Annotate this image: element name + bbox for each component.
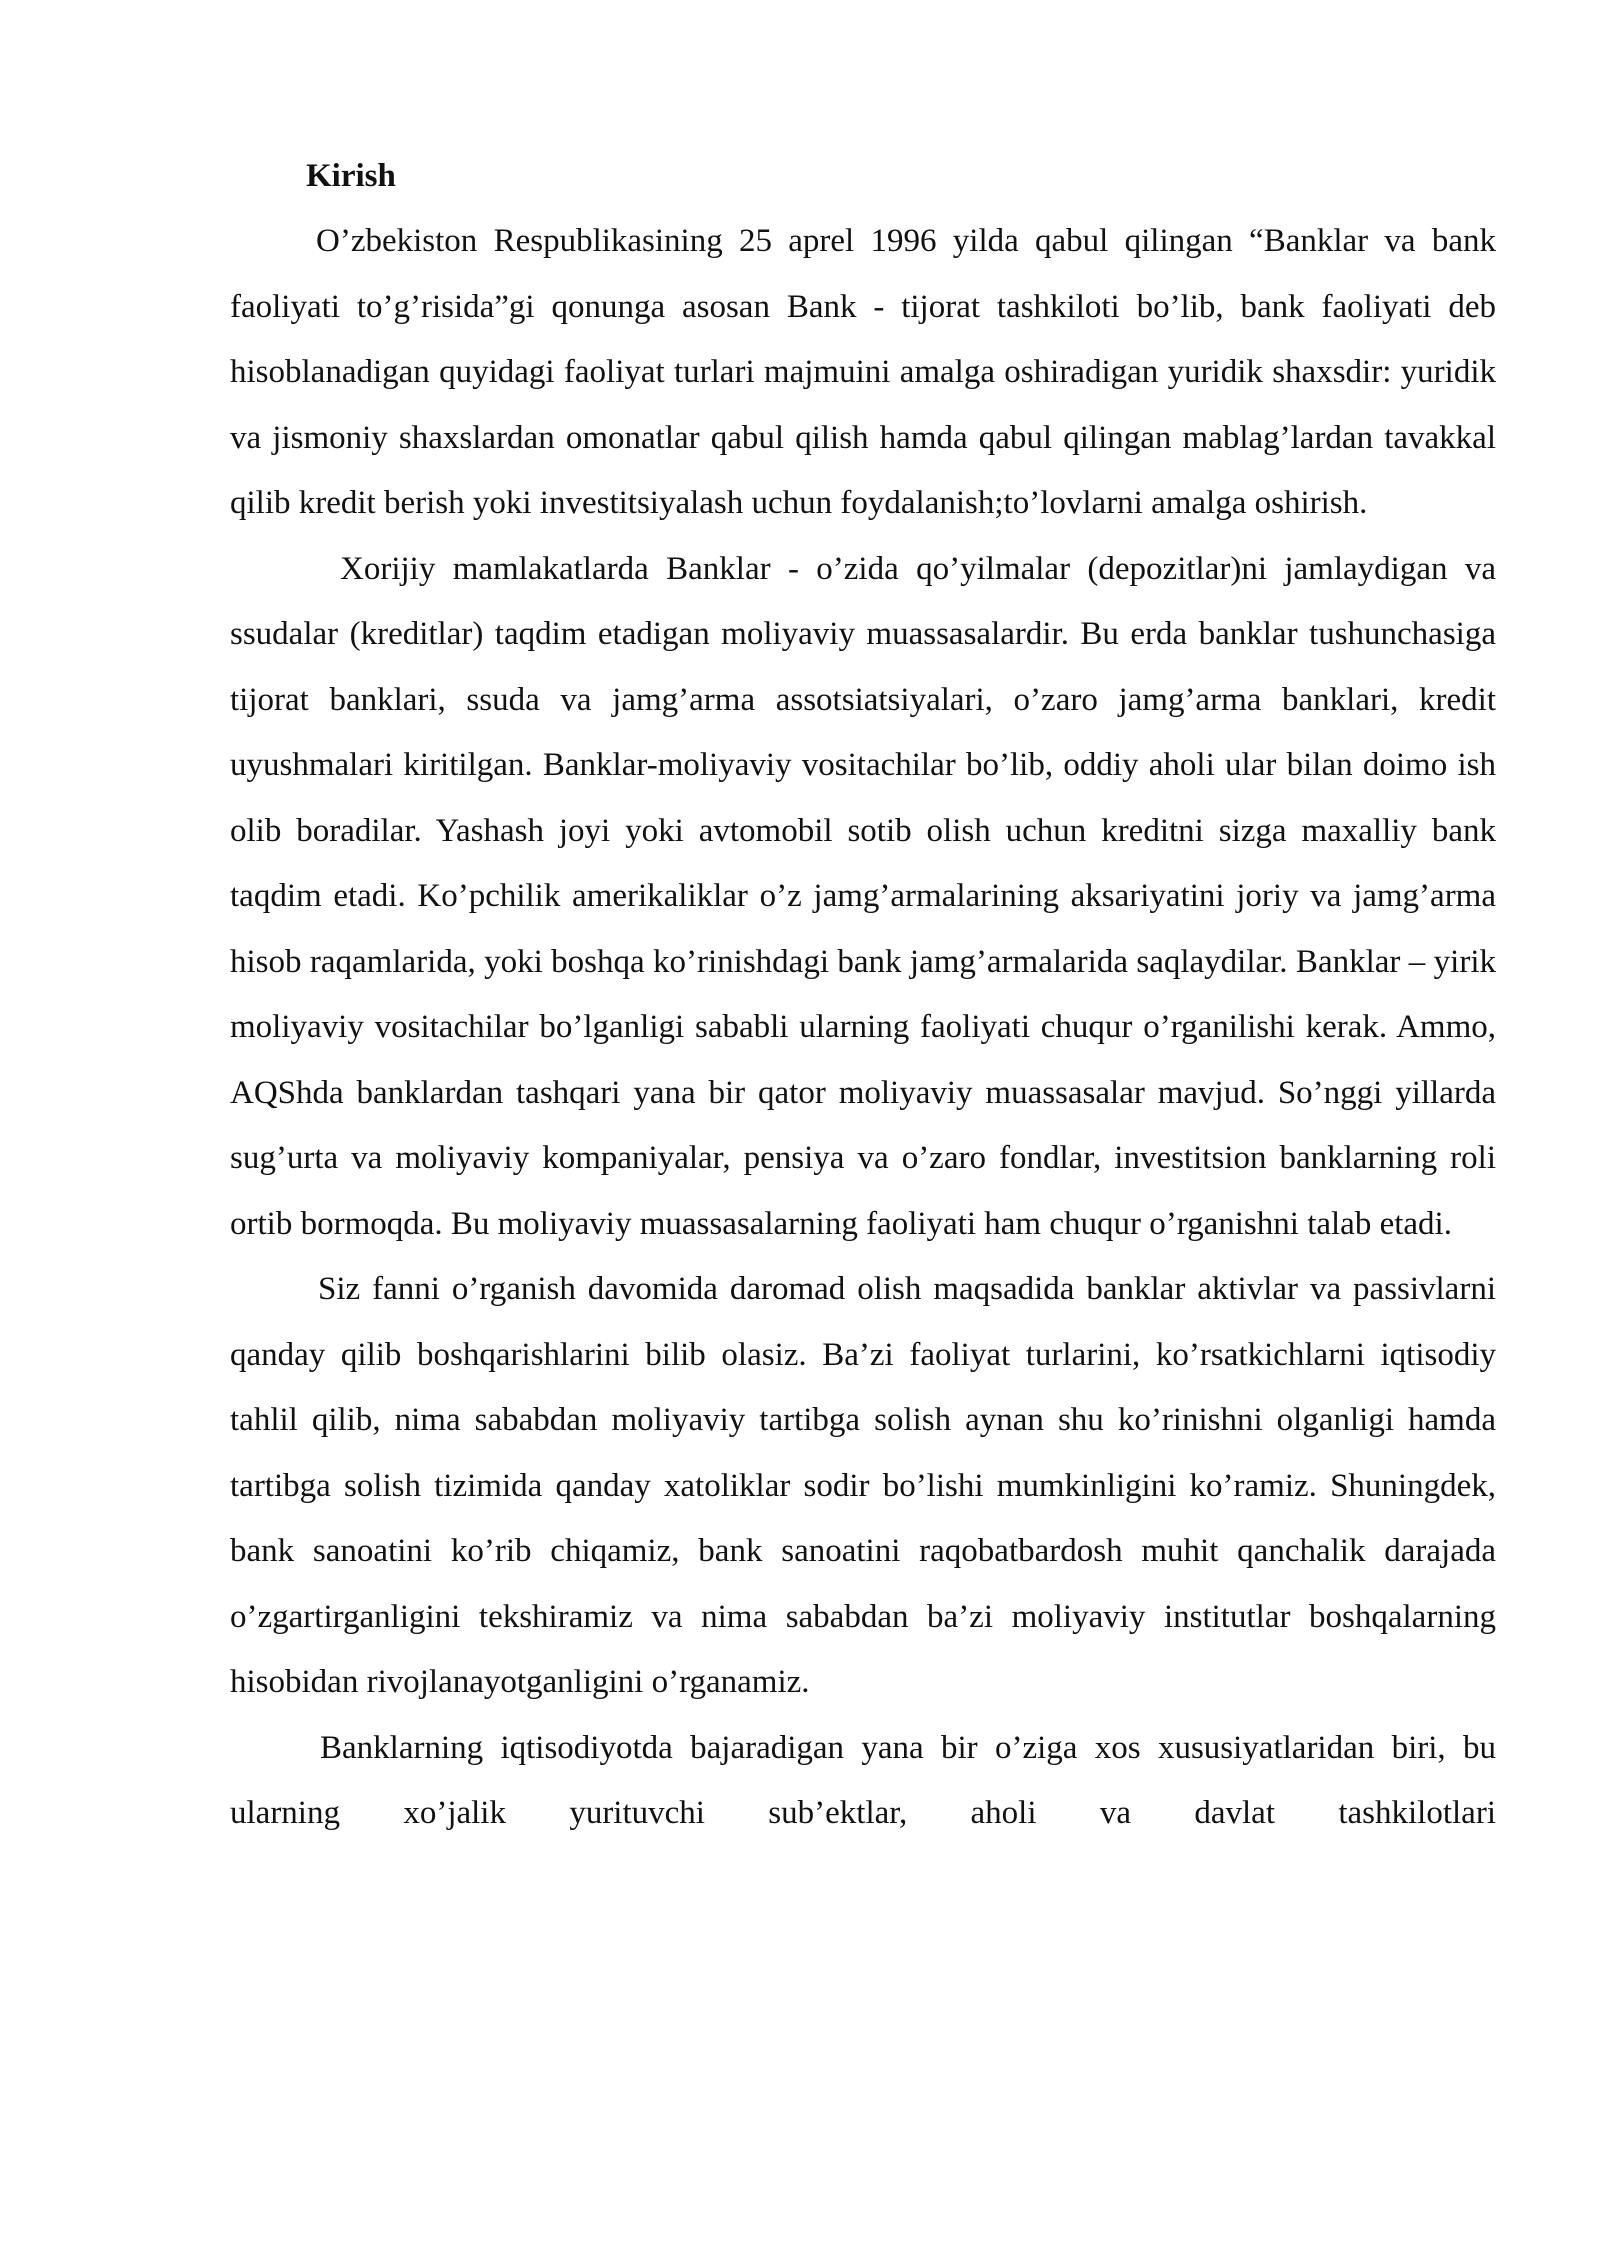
- section-heading: Kirish: [306, 158, 396, 194]
- paragraph-3: Siz fanni o’rganish davomida daromad olish maqsadida banklar aktivlar va passivlarni qanday qilib boshqarishlarini bilib olasiz. Ba’zi faoliyat turlarini, ko’rsatkichlarni iqtisodiy tahlil qilib, nima sababdan moliyaviy tartibga solish aynan shu ko’rinishni olganligi hamda tartibga solish tizimida qanday xatoliklar sodir bo’lishi mumkinligini ko’ramiz. Shuningdek, bank sanoatini ko’rib chiqamiz, bank sanoatini raqobatbardosh muhit qanchalik darajada o’zgartirganligini tekshiramiz va nima sababdan ba’zi moliyaviy institutlar boshqalarning hisobidan rivojlanayotganligini o’rganamiz.: [230, 1271, 1496, 1700]
- paragraph-1: O’zbekiston Respublikasining 25 aprel 1996 yilda qabul qilingan “Banklar va bank faoliyati to’g’risida”gi qonunga asosan Bank - tijorat tashkiloti bo’lib, bank faoliyati deb hisoblanadigan quyidagi faoliyat turlari majmuini amalga oshiradigan yuridik shaxsdir: yuridik va jismoniy shaxslardan omonatlar qabul qilish hamda qabul qilingan mablag’lardan tavakkal qilib kredit berish yoki investitsiyalash uchun foydalanish;to’lovlarni amalga oshirish.: [230, 223, 1496, 521]
- paragraph-4: Banklarning iqtisodiyotda bajaradigan yana bir o’ziga xos xususiyatlaridan biri, bu ularning xo’jalik yurituvchi sub’ektlar, aholi va davlat tashkilotlari: [230, 1729, 1496, 1831]
- document-body: [230, 148, 1496, 1847]
- paragraph-2: Xorijiy mamlakatlarda Banklar - o’zida qo’yilmalar (depozitlar)ni jamlaydigan va ssudalar (kreditlar) taqdim etadigan moliyaviy muassasalardir. Bu erda banklar tushunchasiga tijorat banklari, ssuda va jamg’arma assotsiatsiyalari, o’zaro jamg’arma banklari, kredit uyushmalari kiritilgan. Banklar-moliyaviy vositachilar bo’lib, oddiy aholi ular bilan doimo ish olib boradilar. Yashash joyi yoki avtomobil sotib olish uchun kreditni sizga maxalliy bank taqdim etadi. Ko’pchilik amerikaliklar o’z jamg’armalarining aksariyatini joriy va jamg’arma hisob raqamlarida, yoki boshqa ko’rinishdagi bank jamg’armalarida saqlaydilar. Banklar – yirik moliyaviy vositachilar bo’lganligi sababli ularning faoliyati chuqur o’rganilishi kerak. Ammo, AQShda banklardan tashqari yana bir qator moliyaviy muassasalar mavjud. So’nggi yillarda sug’urta va moliyaviy kompaniyalar, pensiya va o’zaro fondlar, investitsion banklarning roli ortib bormoqda. Bu moliyaviy muassasalarning faoliyati ham chuqur o’rganishni talab etadi.: [230, 550, 1496, 1242]
